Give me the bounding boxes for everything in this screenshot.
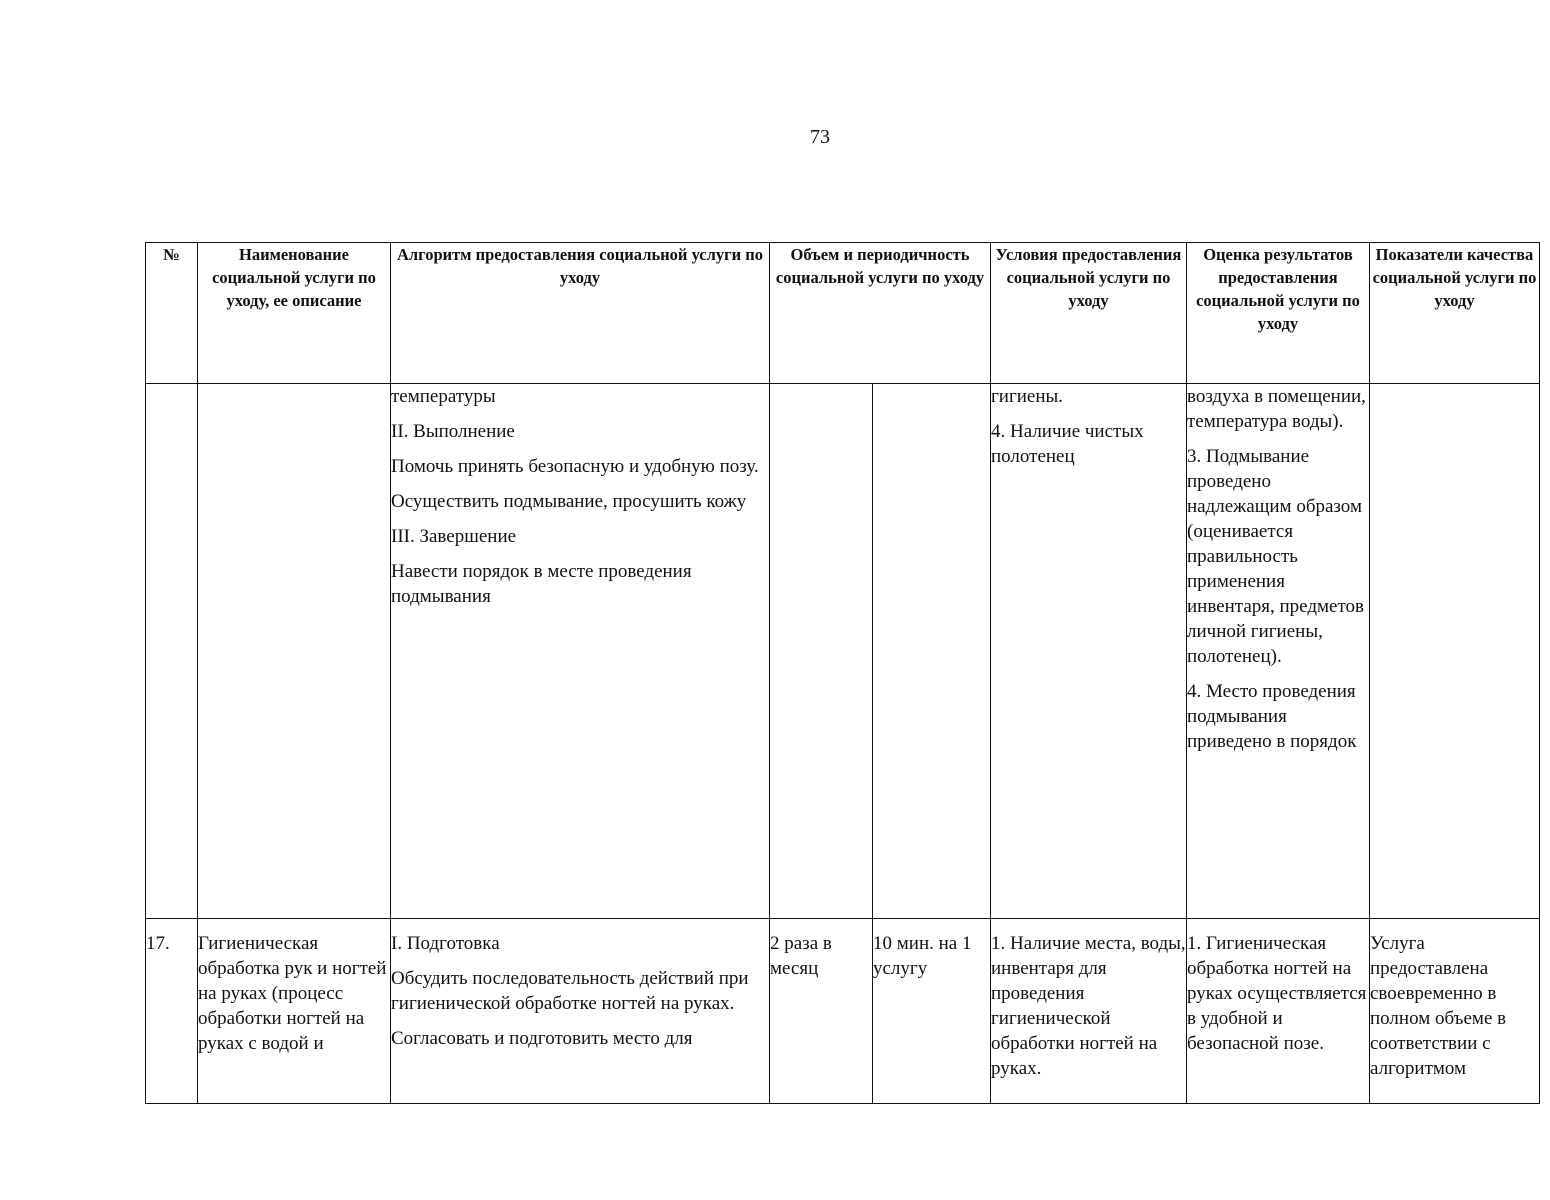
cell-algorithm xyxy=(391,384,770,919)
cell-name: Гигиеническая обработка рук и ногтей на руках (процесс обработки ногтей на руках с водой и xyxy=(198,919,391,1104)
algorithm-line: температуры xyxy=(391,386,496,407)
header-name: Наименование социальной услуги по уходу, ее описание xyxy=(198,243,391,384)
algorithm-line: III. Завершение xyxy=(391,526,517,547)
cell-quality: Услуга предоставлена своевременно в полном объеме в соответствии с алгоритмом xyxy=(1370,919,1540,1104)
page-number: 73 xyxy=(810,126,830,148)
conditions-line: 4. Наличие чистых полотенец xyxy=(991,421,1144,467)
cell-duration-empty xyxy=(873,384,991,919)
evaluation-line: 3. Подмывание проведено надлежащим образом (оценивается правильность применения инвентаря, предметов личной гигиены, полотенец). xyxy=(1187,446,1365,667)
header-algorithm: Алгоритм предоставления социальной услуги по уходу xyxy=(391,243,770,384)
algorithm-line: Помочь принять безопасную и удобную позу. xyxy=(391,456,759,477)
header-evaluation: Оценка результатов предоставления социальной услуги по уходу xyxy=(1187,243,1370,384)
cell-name-empty xyxy=(198,384,391,919)
algorithm-line: Осуществить подмывание, просушить кожу xyxy=(391,491,747,512)
table-row-17 xyxy=(146,919,1540,1104)
cell-evaluation xyxy=(1187,384,1370,919)
algorithm-line: II. Выполнение xyxy=(391,421,515,442)
algorithm-line: Обсудить последовательность действий при гигиенической обработке ногтей на руках. xyxy=(391,968,749,1014)
cell-conditions: 1. Наличие места, воды, инвентаря для проведения гигиенической обработки ногтей на руках. xyxy=(991,919,1187,1104)
cell-frequency-empty xyxy=(770,384,873,919)
header-volume: Объем и периодичность социальной услуги по уходу xyxy=(770,243,991,384)
cell-algorithm xyxy=(391,919,770,1104)
cell-num: 17. xyxy=(146,919,198,1104)
cell-evaluation: 1. Гигиеническая обработка ногтей на руках осуществляется в удобной и безопасной позе. xyxy=(1187,919,1370,1104)
table-row-continued xyxy=(146,384,1540,919)
cell-duration: 10 мин. на 1 услугу xyxy=(873,919,991,1104)
header-quality: Показатели качества социальной услуги по уходу xyxy=(1370,243,1540,384)
conditions-line: гигиены. xyxy=(991,386,1064,407)
algorithm-line: Навести порядок в месте проведения подмывания xyxy=(391,561,692,607)
services-table xyxy=(145,242,1540,1104)
evaluation-line: 4. Место проведения подмывания приведено в порядок xyxy=(1187,681,1357,752)
algorithm-line: I. Подготовка xyxy=(391,933,500,954)
cell-quality-empty xyxy=(1370,384,1540,919)
header-num: № xyxy=(146,243,198,384)
header-conditions: Условия предоставления социальной услуги по уходу xyxy=(991,243,1187,384)
cell-conditions xyxy=(991,384,1187,919)
cell-frequency: 2 раза в месяц xyxy=(770,919,873,1104)
table-header-row xyxy=(146,243,1540,384)
evaluation-line: воздуха в помещении, температура воды). xyxy=(1187,386,1366,432)
algorithm-line: Согласовать и подготовить место для xyxy=(391,1028,693,1049)
cell-num-empty xyxy=(146,384,198,919)
